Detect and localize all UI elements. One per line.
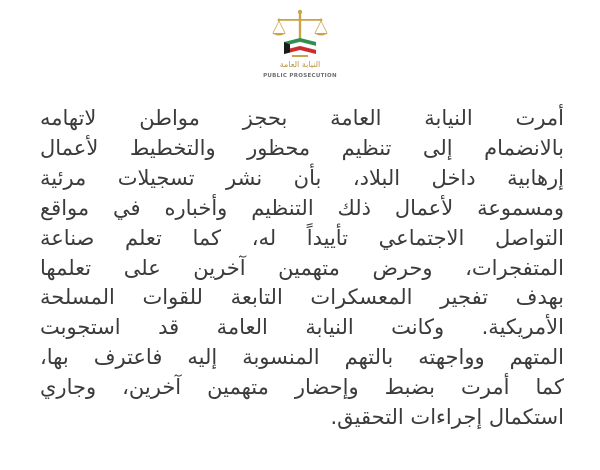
public-prosecution-logo <box>262 6 338 86</box>
prosecution-statement <box>40 104 564 433</box>
statement-line: الأمريكية. وكانت النيابة العامة قد استجوبت <box>40 315 564 340</box>
statement-line: إرهابية داخل البلاد، بأن نشر تسجيلات مرئية <box>40 165 564 190</box>
statement-line: المتفجرات، وحرض متهمين آخرين على تعلمها <box>40 255 564 280</box>
statement-line: كما أمرت بضبط وإحضار متهمين آخرين، وجاري <box>40 375 564 400</box>
statement-line: التواصل الاجتماعي تأييداً له، كما تعلم صناعة <box>40 225 564 250</box>
statement-line: ومسموعة لأعمال ذلك التنظيم وأخباره في مواقع <box>40 195 564 220</box>
statement-line: المتهم وواجهته بالتهم المنسوبة إليه فاعترف بها، <box>40 345 564 370</box>
statement-line: استكمال إجراءات التحقيق. <box>330 405 564 430</box>
logo-arabic-text: النيابة العامة <box>279 60 321 69</box>
scales-of-justice-icon <box>262 6 338 62</box>
statement-line: بالانضمام إلى تنظيم محظور والتخطيط لأعمال <box>40 135 564 160</box>
statement-line: أمرت النيابة العامة بحجز مواطن لاتهامه <box>40 106 564 130</box>
statement-line: بهدف تفجير المعسكرات التابعة للقوات المسلحة <box>40 285 564 310</box>
logo-english-text: PUBLIC PROSECUTION <box>263 73 337 79</box>
